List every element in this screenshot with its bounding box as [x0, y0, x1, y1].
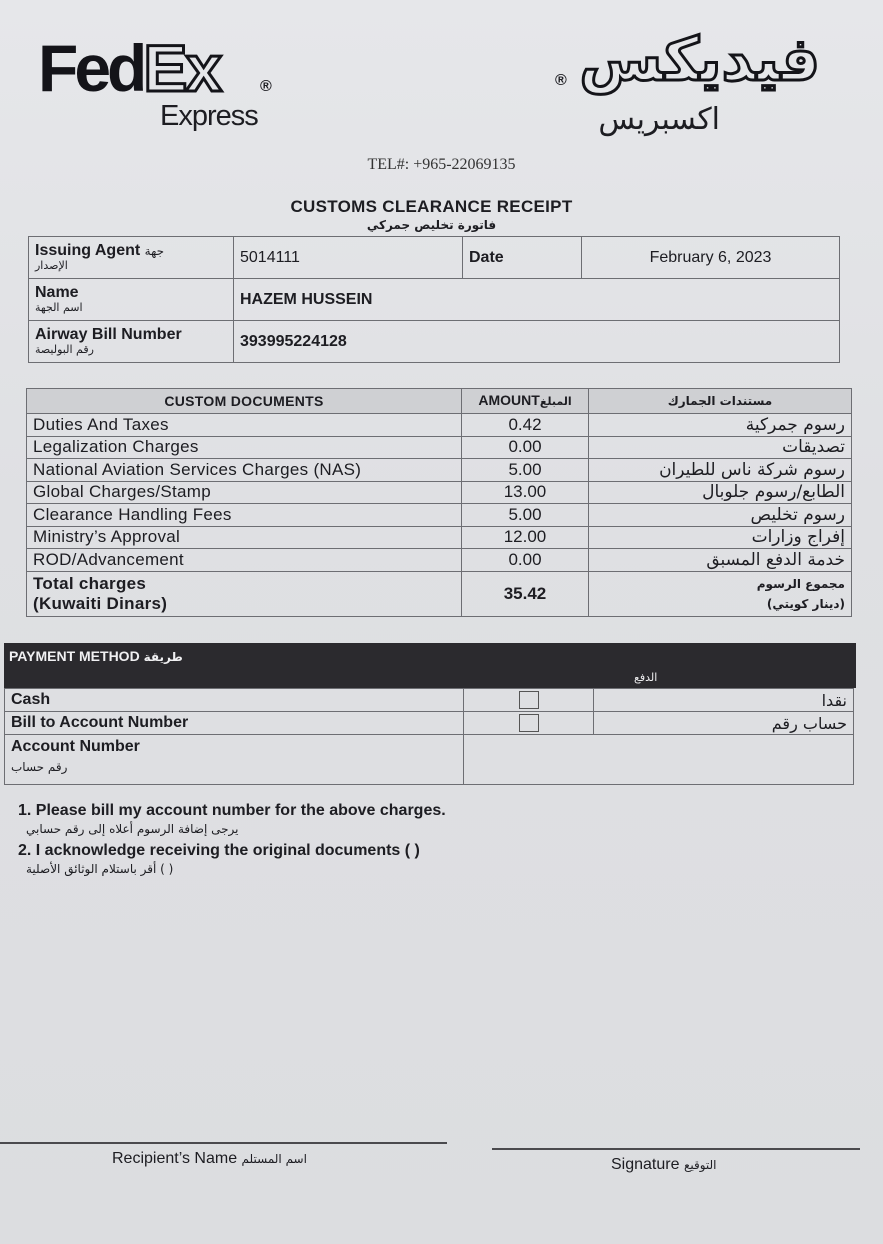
page-title: CUSTOMS CLEARANCE RECEIPT — [290, 197, 573, 216]
table-row — [27, 526, 852, 549]
logo-fed: Fed — [38, 31, 144, 105]
payment-method-title — [9, 648, 183, 664]
payment-row-account — [5, 735, 854, 785]
page-title-ar: فاتورة تخليص جمركي — [366, 218, 497, 232]
payment-method-bar — [4, 643, 856, 688]
logo-ex: Ex — [143, 31, 221, 105]
recipient-label-ar: اسم المستلم — [241, 1152, 307, 1166]
cash-checkbox-cell — [464, 689, 594, 712]
doc-amount: 0.42 — [462, 414, 589, 437]
info-table — [28, 236, 840, 363]
fedex-wordmark — [38, 28, 220, 108]
doc-amount: 5.00 — [462, 504, 589, 527]
signature-label — [611, 1156, 717, 1174]
docs-header-ar: مستندات الجمارك — [589, 389, 852, 414]
doc-name-ar: رسوم شركة ناس للطيران — [589, 459, 852, 482]
recipient-name-label — [112, 1150, 307, 1168]
date-value: February 6, 2023 — [582, 237, 840, 279]
doc-name-ar: إفراج وزارات — [589, 526, 852, 549]
total-label — [27, 571, 462, 616]
doc-name: Global Charges/Stamp — [27, 481, 462, 504]
doc-name: National Aviation Services Charges (NAS) — [27, 459, 462, 482]
name-label-ar: اسم الجهة — [35, 301, 83, 314]
payment-row-bill — [5, 712, 854, 735]
doc-name-ar: خدمة الدفع المسبق — [589, 549, 852, 572]
fedex-logo — [38, 28, 288, 138]
docs-header-name: CUSTOM DOCUMENTS — [27, 389, 462, 414]
doc-amount: 0.00 — [462, 436, 589, 459]
bill-checkbox[interactable] — [519, 714, 539, 732]
doc-amount: 12.00 — [462, 526, 589, 549]
recipient-line — [0, 1142, 447, 1144]
bill-label: Bill to Account Number — [5, 712, 464, 735]
account-label-ar: رقم حساب — [11, 760, 68, 774]
payment-row-cash — [5, 689, 854, 712]
issuing-agent-label-en: Issuing Agent — [35, 242, 141, 259]
awb-label-en: Airway Bill Number — [35, 326, 182, 343]
logo-ar-wordmark: فيديكس — [579, 25, 820, 95]
doc-name: Ministry’s Approval — [27, 526, 462, 549]
total-label-a: Total charges — [33, 573, 147, 593]
payment-method-title-ar-b: الدفع — [634, 671, 658, 684]
cash-label-ar: نقدا — [594, 689, 854, 712]
registered-mark: ® — [260, 78, 272, 95]
note-1: 1. Please bill my account number for the above charges. — [18, 802, 446, 819]
doc-name-ar: الطابع/رسوم جلوبال — [589, 481, 852, 504]
name-label — [29, 279, 234, 321]
payment-method-title-en: PAYMENT METHOD — [9, 648, 140, 664]
total-row — [27, 571, 852, 616]
account-number-field[interactable] — [464, 735, 854, 785]
doc-name-ar: رسوم جمركية — [589, 414, 852, 437]
doc-name-ar: رسوم تخليص — [589, 504, 852, 527]
note-2: 2. I acknowledge receiving the original documents ( ) — [18, 842, 420, 859]
custom-documents-table — [26, 388, 852, 617]
awb-label-ar: رقم البوليصة — [35, 343, 94, 356]
doc-amount: 13.00 — [462, 481, 589, 504]
docs-header-row — [27, 389, 852, 414]
issuing-agent-label-ar-a: جهة — [144, 244, 165, 258]
payment-table — [4, 688, 854, 785]
doc-name: Duties And Taxes — [27, 414, 462, 437]
issuing-agent-label — [29, 237, 234, 279]
doc-name: Legalization Charges — [27, 436, 462, 459]
telephone: TEL#: +965-22069135 — [367, 156, 516, 173]
table-row — [27, 549, 852, 572]
account-label — [5, 735, 464, 785]
table-row — [27, 459, 852, 482]
table-row — [27, 481, 852, 504]
total-ar-b: (دينار كويتي) — [766, 596, 845, 611]
logo-ar-express: اكسبريس — [598, 102, 720, 137]
signature-label-ar: التوقيع — [683, 1158, 717, 1172]
doc-name: Clearance Handling Fees — [27, 504, 462, 527]
name-value: HAZEM HUSSEIN — [234, 279, 840, 321]
awb-value: 393995224128 — [234, 321, 840, 363]
cash-checkbox[interactable] — [519, 691, 539, 709]
total-amount: 35.42 — [462, 571, 589, 616]
date-label: Date — [463, 237, 582, 279]
total-label-ar — [589, 571, 852, 616]
docs-header-amount-en: AMOUNT — [478, 392, 540, 408]
fedex-arabic-logo — [555, 20, 820, 140]
account-label-en: Account Number — [11, 738, 140, 755]
table-row — [27, 504, 852, 527]
acknowledgement-notes — [18, 802, 578, 882]
logo-express: Express — [160, 100, 258, 132]
payment-method-title-ar: طريقة — [143, 650, 183, 664]
table-row — [27, 436, 852, 459]
note-2-ar: أقر باستلام الوثائق الأصلية ( ) — [26, 862, 174, 876]
doc-name-ar: تصديقات — [589, 436, 852, 459]
table-row — [27, 414, 852, 437]
doc-name: ROD/Advancement — [27, 549, 462, 572]
name-label-en: Name — [35, 284, 79, 301]
issuing-agent-value: 5014111 — [234, 237, 463, 279]
doc-amount: 5.00 — [462, 459, 589, 482]
total-label-b: (Kuwaiti Dinars) — [33, 593, 168, 613]
bill-label-ar: حساب رقم — [594, 712, 854, 735]
registered-mark-ar: ® — [555, 72, 567, 89]
cash-label: Cash — [5, 689, 464, 712]
bill-checkbox-cell — [464, 712, 594, 735]
issuing-agent-label-ar-b: الإصدار — [35, 259, 68, 272]
signature-label-en: Signature — [611, 1156, 680, 1173]
docs-header-amount — [462, 389, 589, 414]
note-1-ar: يرجى إضافة الرسوم أعلاه إلى رقم حسابي — [26, 822, 239, 836]
signature-line — [492, 1148, 860, 1150]
awb-label — [29, 321, 234, 363]
total-ar-a: مجموع الرسوم — [756, 576, 845, 591]
recipient-label-en: Recipient’s Name — [112, 1150, 238, 1167]
docs-header-amount-ar: المبلغ — [539, 395, 572, 408]
doc-amount: 0.00 — [462, 549, 589, 572]
